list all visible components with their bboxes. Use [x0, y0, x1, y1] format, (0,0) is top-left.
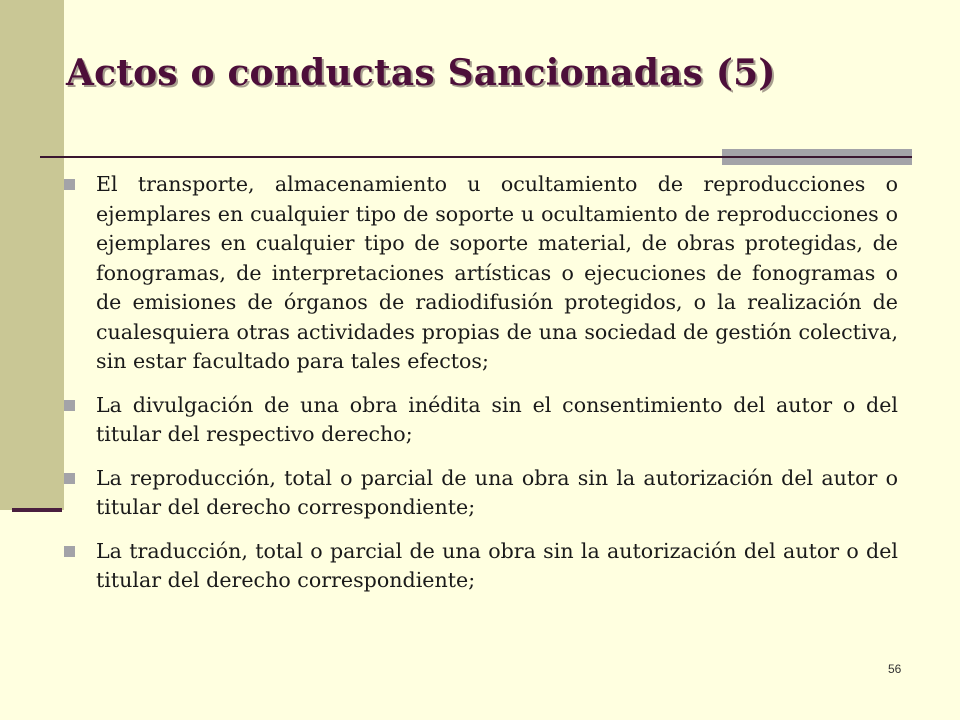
square-bullet-icon	[64, 546, 75, 557]
bullet-text: La traducción, total o parcial de una obra sin la autorización del autor o del titular del derecho correspondiente;	[96, 538, 898, 592]
square-bullet-icon	[64, 400, 75, 411]
bullet-item-translation	[62, 537, 898, 596]
square-bullet-icon	[64, 473, 75, 484]
bullet-text: La divulgación de una obra inédita sin el consentimiento del autor o del titular del respectivo derecho;	[96, 392, 898, 446]
bullet-item-reproduction	[62, 464, 898, 523]
title-accent-bar	[722, 149, 912, 156]
title-accent-bar-lower	[722, 158, 912, 165]
bullet-item-transport	[62, 170, 898, 377]
slide-title: Actos o conductas Sancionadas (5)	[66, 52, 776, 94]
side-decoration-rule	[12, 508, 62, 512]
page-number: 56	[888, 662, 902, 676]
square-bullet-icon	[64, 179, 75, 190]
side-decoration-bar	[0, 0, 64, 510]
bullet-list	[62, 170, 898, 610]
bullet-item-divulgation	[62, 391, 898, 450]
bullet-text: La reproducción, total o parcial de una obra sin la autorización del autor o titular del derecho correspondiente;	[96, 465, 898, 519]
bullet-text: El transporte, almacenamiento u ocultamiento de reproducciones o ejemplares en cualquier tipo de soporte u ocultamiento de reproducciones o ejemplares en cualquier tipo de soporte material, de obras protegidas, de fonogramas, de interpretaciones artísticas o ejecuciones de fonogramas o de emisiones de órganos de radiodifusión protegidos, o la realización de cualesquiera otras actividades propias de una sociedad de gestión colectiva, sin estar facultado para tales efectos;	[96, 172, 898, 373]
